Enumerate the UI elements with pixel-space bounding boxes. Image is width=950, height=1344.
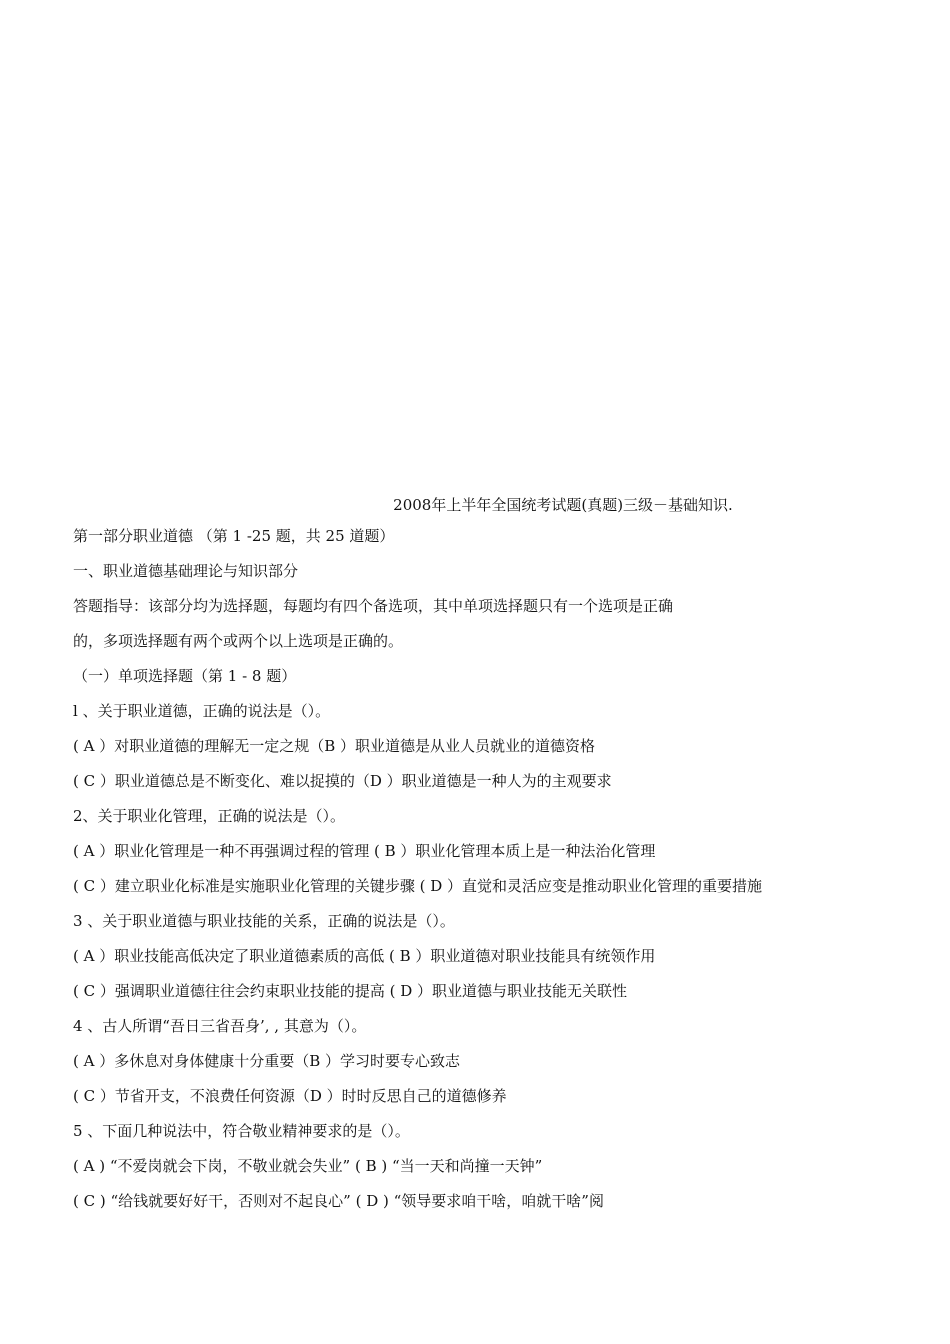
text-line: （一）单项选择题（第 1 - 8 题）: [73, 667, 297, 685]
text-line: 第一部分职业道德 （第 1 -25 题，共 25 道题）: [73, 527, 395, 545]
text-line: 3 、关于职业道德与职业技能的关系，正确的说法是（）。: [73, 912, 455, 930]
text-line: 4 、古人所谓“吾日三省吾身’, , 其意为（）。: [73, 1017, 367, 1035]
document-body: [73, 492, 873, 1219]
text-line: 答题指导：该部分均为选择题，每题均有四个备选项，其中单项选择题只有一个选项是正确: [73, 597, 674, 615]
text-line: 的，多项选择题有两个或两个以上选项是正确的。: [73, 632, 404, 650]
text-line: 2、关于职业化管理，正确的说法是（）。: [73, 807, 346, 825]
text-line: 5 、下面几种说法中，符合敬业精神要求的是（）。: [73, 1122, 410, 1140]
text-line: ( C ）职业道德总是不断变化、难以捉摸的（D ）职业道德是一种人为的主观要求: [73, 772, 612, 790]
text-line: 一、职业道德基础理论与知识部分: [73, 562, 299, 580]
text-line: ( A ) “不爱岗就会下岗，不敬业就会失业” ( B ) “当一天和尚撞一天钟”: [73, 1157, 543, 1175]
text-line: ( A ）多休息对身体健康十分重要（B ）学习时要专心致志: [73, 1052, 461, 1070]
text-line: ( C ）节省开支，不浪费任何资源（D ）时时反思自己的道德修养: [73, 1087, 507, 1105]
text-line: ( C ) “给钱就要好好干，否则对不起良心” ( D ) “领导要求咱干啥，咱就干啥”阅: [73, 1192, 604, 1210]
text-line: ( C ）强调职业道德往往会约束职业技能的提高 ( D ）职业道德与职业技能无关联性: [73, 982, 628, 1000]
text-line: ( C ）建立职业化标准是实施职业化管理的关键步骤 ( D ）直觉和灵活应变是推动职业化管理的重要措施: [73, 877, 763, 895]
text-line: ( A ）对职业道德的理解无一定之规（B ）职业道德是从业人员就业的道德资格: [73, 737, 596, 755]
text-line: ( A ）职业化管理是一种不再强调过程的管理 ( B ）职业化管理本质上是一种法治化管理: [73, 842, 656, 860]
text-line: ( A ）职业技能高低决定了职业道德素质的高低 ( B ）职业道德对职业技能具有统领作用: [73, 947, 656, 965]
text-line: l 、关于职业道德，正确的说法是（）。: [73, 702, 331, 720]
document-title: 2008年上半年全国统考试题(真题)三级－基础知识.: [393, 496, 733, 514]
